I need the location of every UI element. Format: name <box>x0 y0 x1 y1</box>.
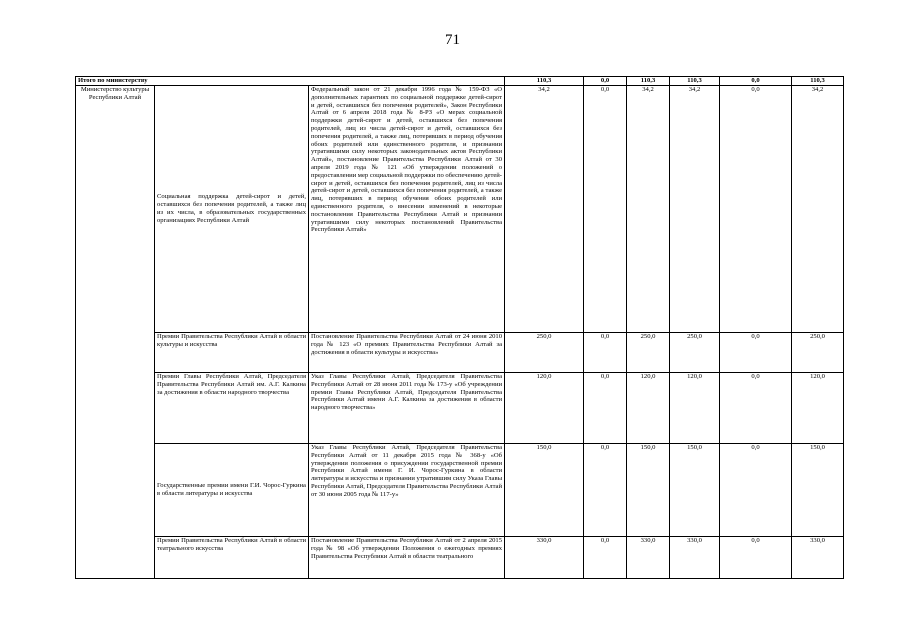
value-cell: 120,0 <box>792 373 844 444</box>
table-row <box>76 86 844 333</box>
total-value: 0,0 <box>720 77 792 86</box>
basis-cell: Указ Главы Республики Алтай, Председателя Правительства Республики Алтай от 28 июня 2011 года № 173-у «Об учреждении премии Главы Республики Алтай, Председателя Правительства Республики Алтай имени А.Г. Калкина за достижения в области народного творчества» <box>309 373 505 444</box>
total-value: 110,3 <box>670 77 720 86</box>
value-cell: 0,0 <box>720 86 792 333</box>
value-cell: 120,0 <box>627 373 670 444</box>
basis-cell: Постановление Правительства Республики Алтай от 24 июня 2010 года № 123 «О премиях Правительства Республики Алтай за достижения в области культуры и искусства» <box>309 333 505 373</box>
value-cell: 250,0 <box>792 333 844 373</box>
basis-cell: Федеральный закон от 21 декабря 1996 года № 159-ФЗ «О дополнительных гарантиях по социальной поддержке детей-сирот и детей, оставшихся без попечения родителей», Закон Республики Алтай от 6 апреля 2018 года № 8-РЗ «О мерах социальной поддержки детей-сирот и детей, оставшихся без попечения родителей, лиц из числа детей-сирот и детей, оставшихся без попечения родителей, а также лиц, потерявших в период обучения обоих родителей или единственного родителя, и признании утратившими силу некоторых законодательных актов Республики Алтай», постановление Правительства Республики Алтай от 30 апреля 2019 года № 121 «Об утверждении положений о предоставлении мер социальной поддержки по обеспечению детей-сирот и детей, оставшихся без попечения родителей, лиц из числа детей-сирот и детей, оставшихся без попечения родителей, а также лиц, потерявших в период обучения обоих родителей или единственного родителя, о внесении изменений в некоторые постановления Правительства Республики Алтай и признании утратившими силу некоторых постановлений Правительства Республики Алтай» <box>309 86 505 333</box>
value-cell: 250,0 <box>627 333 670 373</box>
value-cell: 150,0 <box>627 444 670 537</box>
basis-cell: Указ Главы Республики Алтай, Председателя Правительства Республики Алтай от 11 декабря 2015 года № 368-у «Об утверждении положения о присуждении государственной премии Республики Алтай имени Г. И. Чорос-Гуркина в области литературы и искусства и признании утратившим силу Указа Главы Республики Алтай, Председателя Правительства Республики Алтай от 30 июня 2005 года № 117-у» <box>309 444 505 537</box>
value-cell: 34,2 <box>627 86 670 333</box>
value-cell: 150,0 <box>792 444 844 537</box>
value-cell: 120,0 <box>505 373 584 444</box>
page-number: 71 <box>445 32 460 48</box>
value-cell: 0,0 <box>720 373 792 444</box>
value-cell: 0,0 <box>584 444 627 537</box>
value-cell: 34,2 <box>792 86 844 333</box>
table-row <box>76 373 844 444</box>
value-cell: 330,0 <box>505 537 584 579</box>
value-cell: 330,0 <box>670 537 720 579</box>
value-cell: 150,0 <box>505 444 584 537</box>
total-value: 110,3 <box>505 77 584 86</box>
value-cell: 0,0 <box>584 333 627 373</box>
value-cell: 0,0 <box>584 537 627 579</box>
program-cell: Премии Главы Республики Алтай, Председателя Правительства Республики Алтай им. А.Г. Калкина за достижения в области народного творчества <box>155 373 309 444</box>
value-cell: 150,0 <box>670 444 720 537</box>
total-row <box>76 77 844 86</box>
program-cell: Государственные премии имени Г.И. Чорос-Гуркина в области литературы и искусства <box>155 444 309 537</box>
program-cell: Социальная поддержка детей-сирот и детей, оставшихся без попечения родителей, а также лиц из их числа, в образовательных государственных организациях Республики Алтай <box>155 86 309 333</box>
value-cell: 0,0 <box>584 373 627 444</box>
table-row <box>76 333 844 373</box>
value-cell: 250,0 <box>505 333 584 373</box>
value-cell: 0,0 <box>584 86 627 333</box>
total-value: 0,0 <box>584 77 627 86</box>
value-cell: 0,0 <box>720 537 792 579</box>
value-cell: 120,0 <box>670 373 720 444</box>
program-cell: Премии Правительства Республики Алтай в области культуры и искусства <box>155 333 309 373</box>
table-row <box>76 444 844 537</box>
budget-table <box>75 76 844 579</box>
value-cell: 34,2 <box>670 86 720 333</box>
total-value: 110,3 <box>627 77 670 86</box>
program-cell: Премии Правительства Республики Алтай в области театрального искусства <box>155 537 309 579</box>
ministry-cell: Министерство культуры Республики Алтай <box>76 86 155 579</box>
basis-cell: Постановление Правительства Республики Алтай от 2 апреля 2015 года № 98 «Об утверждении Положения о ежегодных премиях Правительства Республики Алтай в области театрального <box>309 537 505 579</box>
table-row <box>76 537 844 579</box>
value-cell: 0,0 <box>720 444 792 537</box>
value-cell: 34,2 <box>505 86 584 333</box>
value-cell: 250,0 <box>670 333 720 373</box>
total-label: Итого по министерству <box>76 77 505 86</box>
value-cell: 330,0 <box>792 537 844 579</box>
value-cell: 0,0 <box>720 333 792 373</box>
total-value: 110,3 <box>792 77 844 86</box>
value-cell: 330,0 <box>627 537 670 579</box>
